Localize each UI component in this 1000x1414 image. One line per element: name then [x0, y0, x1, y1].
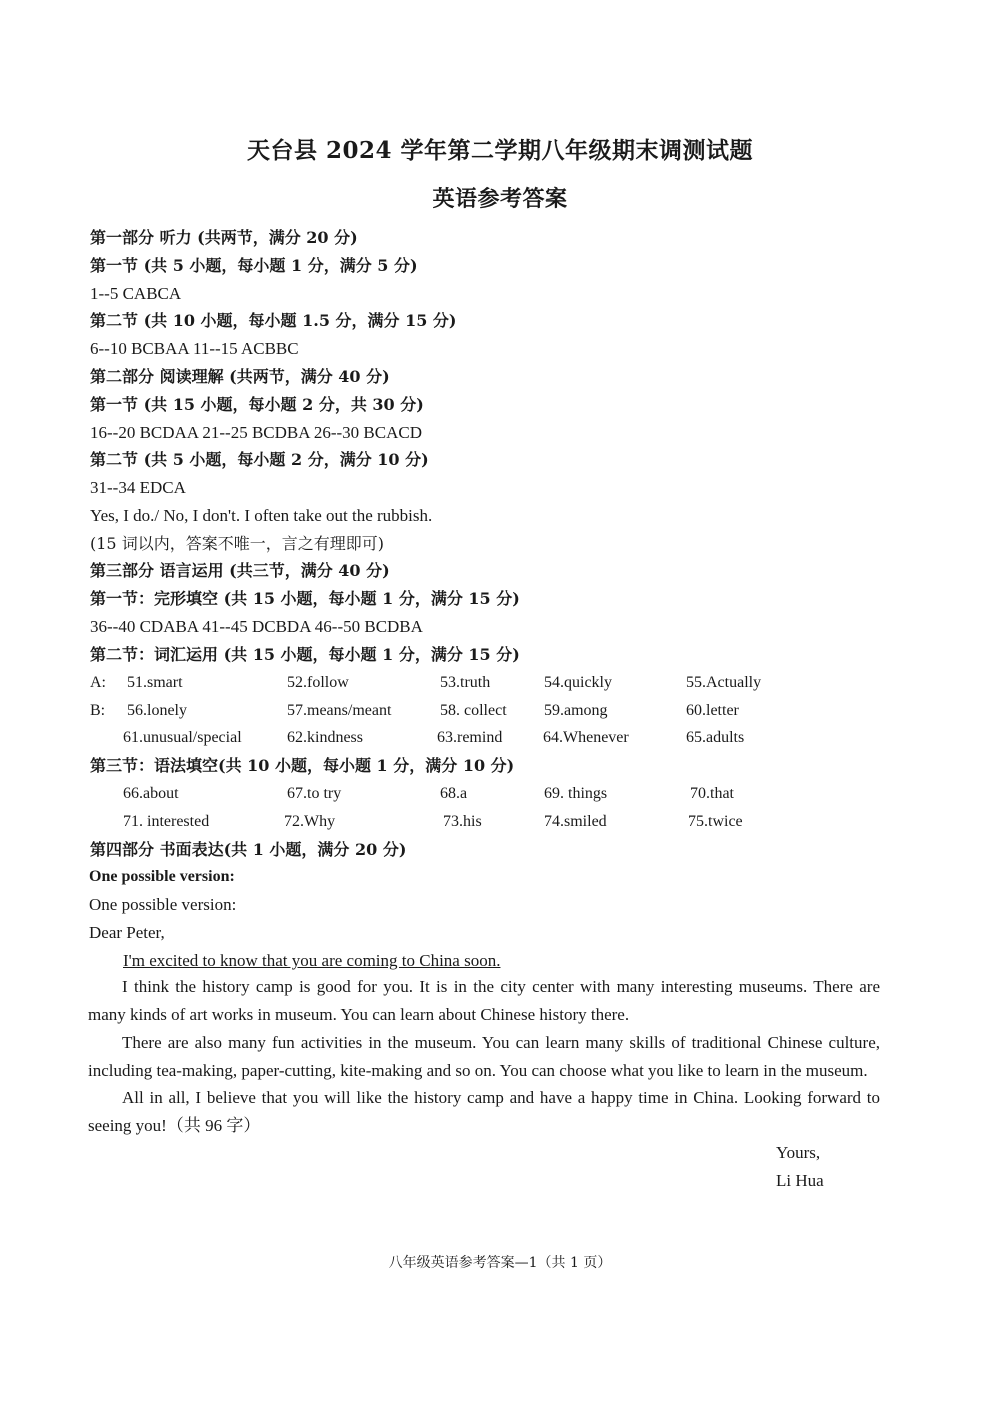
- vocab-answer: 64.Whenever: [543, 729, 629, 746]
- grammar-answer: 75.twice: [688, 813, 743, 830]
- page-title: 天台县 2024 学年第二学期八年级期末调测试题: [246, 137, 754, 164]
- version-heading-bold: One possible version:: [89, 868, 235, 885]
- page-subtitle: 英语参考答案: [432, 186, 568, 212]
- grammar-answer: 68.a: [440, 785, 468, 802]
- section-1-part-1-heading: 第一节 (共 5 小题，每小题 1 分，满分 5 分): [90, 256, 418, 275]
- answer-35-note: (15 词以内，答案不唯一，言之有理即可): [90, 534, 384, 553]
- grammar-answer: 73.his: [443, 813, 482, 830]
- vocab-answer: 53.truth: [440, 674, 491, 691]
- section-3-part-3-heading: 第三节：语法填空(共 10 小题，每小题 1 分，满分 10 分): [90, 756, 515, 775]
- vocab-answer: 60.letter: [686, 702, 739, 719]
- letter-paragraph-2: There are also many fun activities in the museum. You can learn many skills of traditional Chinese culture, including tea-making, paper-cutting, kite-making and so on. You can choose what you like to learn in the museum.: [88, 1033, 880, 1080]
- vocab-row-a-label: A:: [90, 674, 106, 691]
- version-heading: One possible version:: [89, 895, 237, 914]
- section-3-part-1-heading: 第一节：完形填空 (共 15 小题，每小题 1 分，满分 15 分): [90, 589, 520, 608]
- vocab-answer: 65.adults: [686, 729, 745, 746]
- grammar-answer: 72.Why: [284, 813, 336, 830]
- answers-1-5: 1--5 CABCA: [90, 284, 182, 303]
- letter-signature: Li Hua: [776, 1171, 824, 1190]
- answers-6-15: 6--10 BCBAA 11--15 ACBBC: [90, 339, 299, 358]
- vocab-answer: 52.follow: [287, 674, 349, 691]
- grammar-answer: 67.to try: [287, 785, 342, 802]
- section-2-heading: 第二部分 阅读理解 (共两节，满分 40 分): [90, 367, 390, 386]
- section-4-heading: 第四部分 书面表达(共 1 小题，满分 20 分): [90, 840, 407, 859]
- vocab-row-b-label: B:: [90, 702, 106, 719]
- letter-closing: Yours,: [776, 1143, 821, 1162]
- vocab-answer: 59.among: [544, 702, 608, 719]
- letter-paragraph-1: I think the history camp is good for you. It is in the city center with many interesting museums. There are many kinds of art works in museum. You can learn about Chinese history there.: [88, 977, 880, 1024]
- section-3-heading: 第三部分 语言运用 (共三节，满分 40 分): [90, 561, 390, 580]
- section-3-part-2-heading: 第二节：词汇运用 (共 15 小题，每小题 1 分，满分 15 分): [90, 645, 520, 664]
- letter-greeting: Dear Peter,: [89, 923, 165, 942]
- grammar-answer: 74.smiled: [544, 813, 607, 830]
- section-1-heading: 第一部分 听力 (共两节，满分 20 分): [90, 228, 358, 247]
- grammar-answer: 70.that: [690, 785, 734, 802]
- vocab-answer: 57.means/meant: [287, 702, 392, 719]
- answer-35: Yes, I do./ No, I don't. I often take out the rubbish.: [90, 506, 433, 525]
- grammar-answer: 66.about: [123, 785, 179, 802]
- vocab-answer: 63.remind: [437, 729, 503, 746]
- letter-first-line: I'm excited to know that you are coming to China soon.: [123, 951, 501, 970]
- vocab-answer: 54.quickly: [544, 674, 612, 691]
- section-2-part-1-heading: 第一节 (共 15 小题，每小题 2 分，共 30 分): [90, 395, 424, 414]
- vocab-answer: 55.Actually: [686, 674, 762, 691]
- section-2-part-2-heading: 第二节 (共 5 小题，每小题 2 分，满分 10 分): [90, 450, 429, 469]
- answers-36-50: 36--40 CDABA 41--45 DCBDA 46--50 BCDBA: [90, 617, 423, 636]
- vocab-answer: 51.smart: [127, 674, 183, 691]
- vocab-answer: 61.unusual/special: [123, 729, 242, 746]
- section-1-part-2-heading: 第二节 (共 10 小题，每小题 1.5 分，满分 15 分): [90, 311, 457, 330]
- grammar-answer: 69. things: [544, 785, 608, 802]
- vocab-answer: 58. collect: [440, 702, 507, 719]
- answers-31-34: 31--34 EDCA: [90, 478, 186, 497]
- vocab-answer: 62.kindness: [287, 729, 363, 746]
- page-footer: 八年级英语参考答案—1（共 1 页）: [388, 1255, 612, 1271]
- vocab-answer: 56.lonely: [127, 702, 187, 719]
- grammar-answer: 71. interested: [123, 813, 210, 830]
- answers-16-30: 16--20 BCDAA 21--25 BCDBA 26--30 BCACD: [90, 423, 422, 442]
- letter-paragraph-3: All in all, I believe that you will like the history camp and have a happy time in China. Looking forward to seeing you!（共 96 字）: [88, 1088, 880, 1135]
